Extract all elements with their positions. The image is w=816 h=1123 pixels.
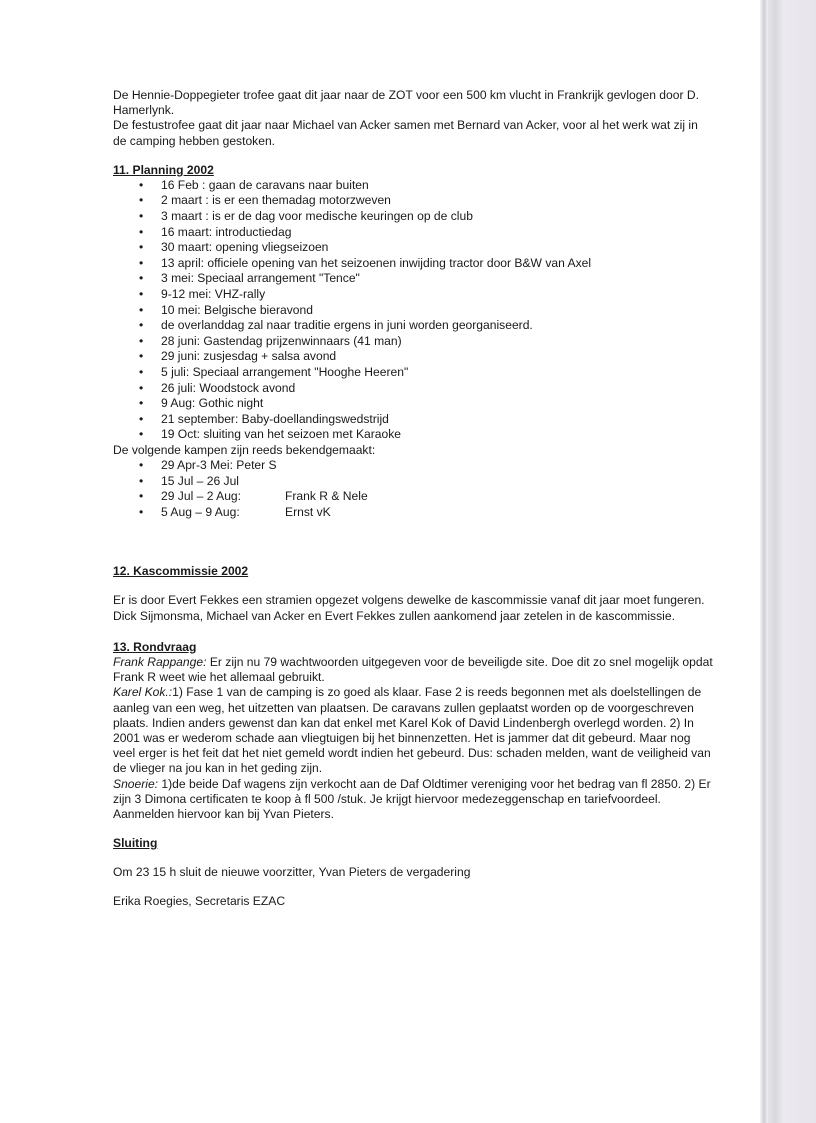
bullet-icon: • — [139, 333, 144, 348]
rondvraag-speaker: Karel Kok.: — [113, 685, 173, 700]
planning-item-text: 19 Oct: sluiting van het seizoen met Karaoke — [161, 427, 401, 442]
planning-item — [113, 349, 713, 365]
bullet-icon: • — [139, 224, 144, 239]
planning-item — [113, 225, 713, 241]
signature-line: Erika Roegies, Secretaris EZAC — [113, 894, 286, 909]
page-edge-shadow — [760, 0, 768, 1123]
planning-item — [113, 381, 713, 397]
rondvraag-text: 1) Fase 1 van de camping is zo goed als klaar. Fase 2 is reeds begonnen met als doelstellingen de aanleg van een weg, het uitzetten van plaatsen. De caravans zullen geplaatst worden op de voorgeschreven plaats. Indien anders gewenst dan kan dat enkel met Karel Kok of David Lindenbergh overlegd worden. 2) In 2001 was er wederom schade aan vliegtuigen bij het binnenzetten. Het is jammer dat dit gebeurd. Maar nog veel erger is het feit dat het niet gemeld wordt indien het gebeurd. Dus: schaden melden, want de veiligheid van de vlieger na jou kan in het geding zijn. — [113, 685, 711, 776]
bullet-icon: • — [139, 255, 144, 270]
rondvraag-text: Er zijn nu 79 wachtwoorden uitgegeven voor de beveiligde site. Doe dit zo snel mogelijk opdat Frank R weet wie het allemaal gebruikt. — [113, 654, 713, 685]
planning-heading: 11. Planning 2002 — [113, 162, 214, 177]
bullet-icon: • — [139, 489, 144, 504]
planning-item-text: 3 maart : is er de dag voor medische keuringen op de club — [161, 209, 473, 223]
camp-leader: Ernst vK — [285, 504, 331, 519]
bullet-icon: • — [139, 458, 144, 473]
planning-item — [113, 287, 713, 303]
sluiting-heading: Sluiting — [113, 836, 158, 851]
camp-date: 29 Apr-3 Mei: Peter S — [161, 458, 277, 473]
bullet-icon: • — [139, 177, 144, 192]
bullet-icon: • — [139, 364, 144, 379]
planning-item-text: 13 april: officiele opening van het seizoenen inwijding tractor door B&W van Axel — [161, 255, 592, 270]
camp-leader: Frank R & Nele — [285, 489, 368, 504]
rondvraag-entry — [113, 777, 713, 823]
planning-item-text: 10 mei: Belgische bieravond — [161, 302, 313, 317]
planning-item-text: 26 juli: Woodstock avond — [161, 380, 296, 395]
rondvraag-speaker: Snoerie: — [113, 776, 159, 791]
bullet-icon: • — [139, 209, 144, 223]
camp-date: 5 Aug – 9 Aug: — [161, 504, 240, 519]
bullet-icon: • — [139, 318, 144, 333]
bullet-icon: • — [139, 271, 144, 286]
camp-date: 29 Jul – 2 Aug: — [161, 489, 242, 504]
planning-item-text: 9 Aug: Gothic night — [161, 396, 264, 411]
sluiting-text: Om 23 15 h sluit de nieuwe voorzitter, Yvan Pieters de vergadering — [113, 865, 471, 880]
planning-item — [113, 412, 713, 428]
planning-item-text: 30 maart: opening vliegseizoen — [161, 240, 329, 255]
bullet-icon: • — [139, 473, 144, 488]
rondvraag-entries — [113, 655, 713, 822]
planning-item-text: 28 juni: Gastendag prijzenwinnaars (41 man) — [161, 333, 402, 348]
rondvraag-speaker: Frank Rappange: — [113, 654, 207, 669]
camp-item — [113, 505, 713, 521]
camp-item — [113, 458, 713, 474]
planning-item-text: 16 Feb : gaan de caravans naar buiten — [161, 177, 369, 192]
planning-item-text: 5 juli: Speciaal arrangement "Hooghe Heeren" — [161, 364, 409, 379]
planning-list — [113, 178, 713, 443]
camps-list — [113, 458, 713, 520]
planning-item — [113, 318, 713, 334]
bullet-icon: • — [139, 396, 144, 411]
planning-item — [113, 334, 713, 350]
planning-item — [113, 209, 713, 225]
bullet-icon: • — [139, 240, 144, 255]
camps-intro: De volgende kampen zijn reeds bekendgemaakt: — [113, 442, 376, 457]
kascommissie-heading: 12. Kascommissie 2002 — [113, 564, 249, 579]
planning-item-text: 21 september: Baby-doellandingswedstrijd — [161, 411, 389, 426]
planning-item — [113, 303, 713, 319]
planning-item-text: de overlanddag zal naar traditie ergens in juni worden georganiseerd. — [161, 318, 533, 333]
bullet-icon: • — [139, 504, 144, 519]
planning-item — [113, 193, 713, 209]
rondvraag-entry — [113, 685, 713, 776]
bullet-icon: • — [139, 411, 144, 426]
rondvraag-text: 1)de beide Daf wagens zijn verkocht aan de Daf Oldtimer vereniging voor het bedrag van fl 2850. 2) Er zijn 3 Dimona certificaten te koop à fl 500 /stuk. Je krijgt hiervoor medezeggenschap en tariefvoordeel. Aanmelden hiervoor kan bij Yvan Pieters. — [113, 776, 711, 821]
bullet-icon: • — [139, 193, 144, 208]
bullet-icon: • — [139, 380, 144, 395]
bullet-icon: • — [139, 302, 144, 317]
camp-item — [113, 474, 713, 490]
planning-item — [113, 365, 713, 381]
planning-item — [113, 256, 713, 272]
planning-item — [113, 396, 713, 412]
document-body — [113, 88, 713, 910]
camp-date: 15 Jul – 26 Jul — [161, 473, 239, 488]
bullet-icon: • — [139, 349, 144, 364]
planning-item — [113, 178, 713, 194]
planning-item-text: 29 juni: zusjesdag + salsa avond — [161, 349, 337, 364]
kascommissie-text: Er is door Evert Fekkes een stramien opgezet volgens dewelke de kascommissie vanaf dit jaar moet fungeren. Dick Sijmonsma, Michael van Acker en Evert Fekkes zullen aankomend jaar zetelen in de kascommissie. — [113, 593, 705, 623]
planning-item-text: 16 maart: introductiedag — [161, 224, 292, 239]
rondvraag-entry — [113, 655, 713, 685]
bullet-icon: • — [139, 286, 144, 301]
intro-paragraph-festus: De festustrofee gaat dit jaar naar Michael van Acker samen met Bernard van Acker, voor al het werk wat zij in de camping hebben gestoken. — [113, 118, 698, 148]
planning-item — [113, 427, 713, 443]
planning-item — [113, 240, 713, 256]
intro-paragraph-trophy: De Hennie-Doppegieter trofee gaat dit jaar naar de ZOT voor een 500 km vlucht in Frankrijk gevlogen door D. Hamerlynk. — [113, 88, 699, 118]
planning-item-text: 3 mei: Speciaal arrangement "Tence" — [161, 271, 360, 286]
bullet-icon: • — [139, 427, 144, 442]
planning-item — [113, 271, 713, 287]
planning-item-text: 2 maart : is er een themadag motorzweven — [161, 193, 391, 208]
planning-item-text: 9-12 mei: VHZ-rally — [161, 286, 266, 301]
rondvraag-heading: 13. Rondvraag — [113, 639, 197, 654]
camp-item — [113, 489, 713, 505]
